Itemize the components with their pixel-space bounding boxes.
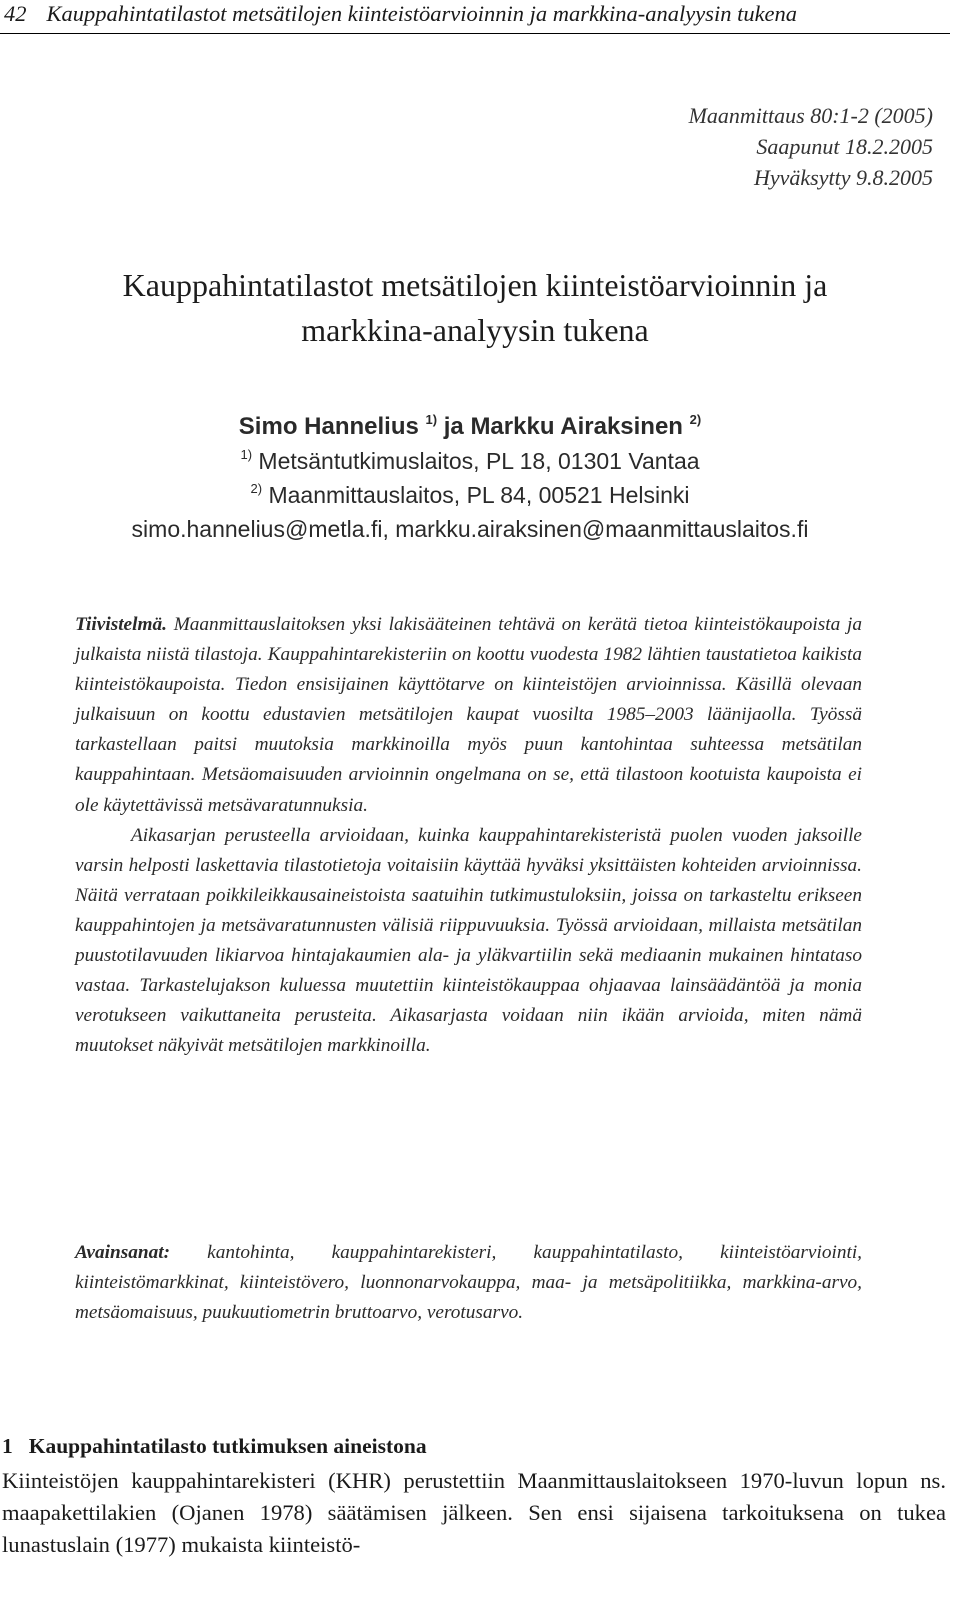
accepted-date: Hyväksytty 9.8.2005 xyxy=(754,165,933,190)
journal-reference: Maanmittaus 80:1-2 (2005) xyxy=(688,103,933,128)
keywords xyxy=(75,1238,862,1328)
author-1: Simo Hannelius xyxy=(238,413,419,440)
abstract-paragraph-1 xyxy=(75,610,862,821)
section-heading xyxy=(2,1431,427,1461)
affiliation-2-mark: 2) xyxy=(250,481,263,496)
received-date: Saapunut 18.2.2005 xyxy=(756,134,933,159)
publication-info xyxy=(689,100,933,193)
article-title xyxy=(0,263,950,353)
section-number: 1 xyxy=(2,1434,13,1458)
keywords-label: Avainsanat: xyxy=(75,1242,170,1263)
header-rule xyxy=(0,33,950,34)
page-number: 42 xyxy=(4,1,27,26)
author-names xyxy=(0,410,940,444)
abstract-paragraph-2: Aikasarjan perusteella arvioidaan, kuinka kauppahintarekisteristä puolen vuoden jaksoille varsin helposti laskettavia tilastotietoja voitaisiin käyttää hyväksi yksittäisten kohteiden arvioinnissa. Näitä verrataan poikkileikkausaineistoista saatuihin tutkimustuloksiin, joissa on tarkasteltu erikseen kauppahintojen ja metsävaratunnusten välisiä riippuvuuksia. Työssä arvioidaan, millaista metsätilan puustotilavuuden likiarvoa hintajakaumien ala- ja yläkvartiilin sekä mediaanin mukainen hintataso vastaa. Tarkastelujakson kuluessa muutettiin kiinteistökauppaa ohjaavaa lainsäädäntöä ja monia verotukseen vaikuttaneita perusteita. Aikasarjasta voidaan niin ikään arvioida, miten nämä muutokset näkyivät metsätilojen markkinoilla. xyxy=(75,824,862,1057)
affiliation-1 xyxy=(0,444,940,478)
abstract-label: Tiivistelmä. xyxy=(75,614,167,635)
author-block xyxy=(0,410,940,546)
section-body-text: Kiinteistöjen kauppahintarekisteri (KHR) perustettiin Maanmittauslaitokseen 1970-luvun lopun ns. maapakettilakien (Ojanen 1978) säätämisen jälkeen. Sen ensi sijaisena tarkoituksena on tukea lunastuslain (1977) mukaista kiinteistö- xyxy=(2,1468,946,1557)
author-2: Markku Airaksinen xyxy=(470,413,683,440)
article-title-line-1: Kauppahintatilastot metsätilojen kiinteistöarvioinnin ja xyxy=(122,267,828,303)
affiliation-1-mark: 1) xyxy=(240,447,253,462)
affiliation-2 xyxy=(0,478,940,512)
abstract-text-1: Maanmittauslaitoksen yksi lakisääteinen tehtävä on kerätä tietoa kiinteistökaupoista ja julkaista niistä tilastoja. Kauppahintarekisteriin on koottu vuodesta 1982 lähtien taustatietoa kaikista kiinteistökaupoista. Tiedon ensisijainen käyttötarve on kiinteistöjen arvioinnissa. Käsillä olevaan julkaisuun on koottu edustavien metsätilojen kaupat vuosilta 1985–2003 läänijaolla. Työssä tarkastellaan paitsi muutoksia markkinoilla myös puun kantohintaa suhteessa metsätilan kauppahintaan. Metsäomaisuuden arvioinnin ongelmana on se, että tilastoon kootuista kaupoista ei ole käytettävissä metsävaratunnuksia. xyxy=(75,614,862,816)
author-2-affiliation-mark: 2) xyxy=(689,412,702,427)
author-emails: simo.hannelius@metla.fi, markku.airaksinen@maanmittauslaitos.fi xyxy=(131,516,809,542)
abstract xyxy=(75,610,862,1061)
affiliation-1-text: Metsäntutkimuslaitos, PL 18, 01301 Vantaa xyxy=(258,448,700,474)
running-title: Kauppahintatilastot metsätilojen kiinteistöarvioinnin ja markkina-analyysin tukena xyxy=(46,1,798,26)
keywords-text: kantohinta, kauppahintarekisteri, kauppahintatilasto, kiinteistöarviointi, kiinteistömarkkinat, kiinteistövero, luonnonarvokauppa, maa- ja metsäpolitiikka, markkina-arvo, metsäomaisuus, puukuutiometrin bruttoarvo, verotusarvo. xyxy=(75,1242,862,1324)
article-title-line-2: markkina-analyysin tukena xyxy=(301,312,649,348)
section-title: Kauppahintatilasto tutkimuksen aineistona xyxy=(28,1434,427,1458)
author-1-affiliation-mark: 1) xyxy=(425,412,438,427)
author-joiner: ja xyxy=(443,413,464,440)
affiliation-2-text: Maanmittauslaitos, PL 84, 00521 Helsinki xyxy=(268,482,690,508)
running-header xyxy=(4,0,954,28)
